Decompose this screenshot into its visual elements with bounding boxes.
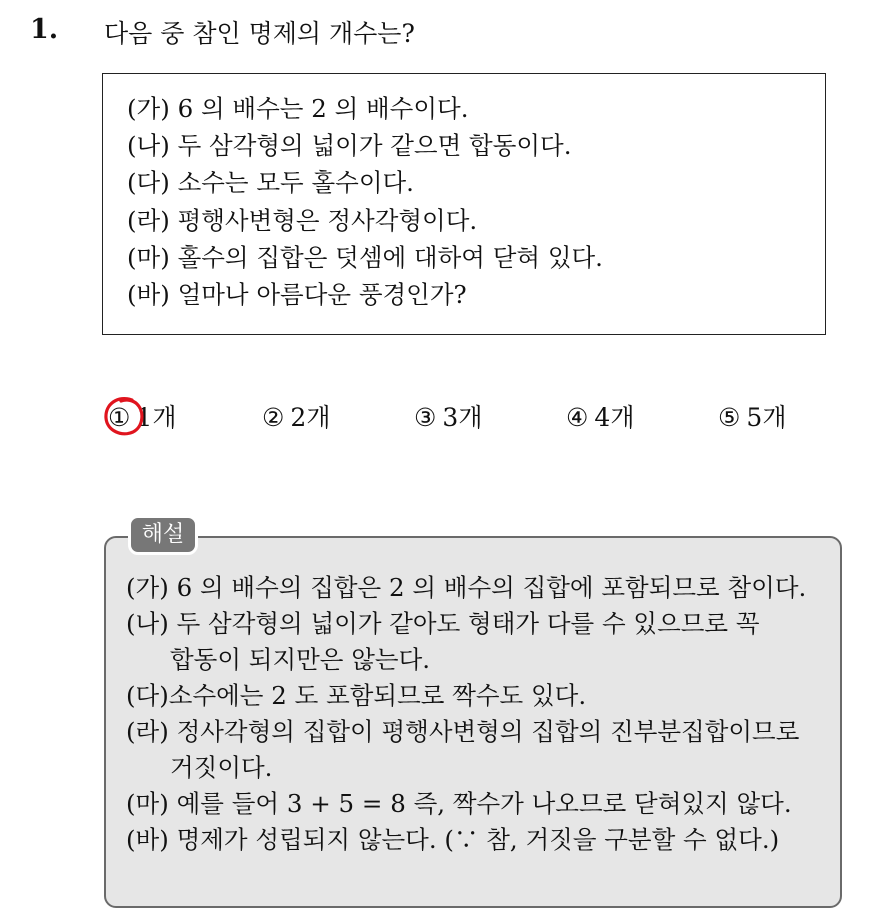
question-text: 다음 중 참인 명제의 개수는?: [104, 19, 415, 48]
choice-number: ④: [566, 403, 589, 432]
solution-line: (나) 두 삼각형의 넓이가 같아도 형태가 다를 수 있으므로 꼭: [126, 609, 760, 638]
choice-number: ②: [262, 403, 285, 432]
choice-label: 5개: [746, 403, 787, 432]
statement-item: (마) 홀수의 집합은 덧셈에 대하여 닫혀 있다.: [127, 242, 603, 272]
choice-label: 2개: [290, 403, 331, 432]
question-number: 1.: [30, 14, 59, 45]
choice-number: ①: [108, 403, 131, 432]
statement-item: (가) 6 의 배수는 2 의 배수이다.: [127, 94, 469, 123]
solution-line: (다)소수에는 2 도 포함되므로 짝수도 있다.: [126, 681, 587, 710]
solution-line: 거짓이다.: [170, 753, 273, 782]
solution-tab-label: 해설: [128, 515, 198, 555]
statements-box: [102, 73, 826, 335]
solution-line: (가) 6 의 배수의 집합은 2 의 배수의 집합에 포함되므로 참이다.: [126, 573, 807, 602]
solution-line: (마) 예를 들어 3 + 5 = 8 즉, 짝수가 나오므로 닫혀있지 않다.: [126, 789, 792, 818]
choice-2[interactable]: [262, 398, 330, 434]
statement-item: (바) 얼마나 아름다운 풍경인가?: [127, 280, 467, 310]
solution-line: 합동이 되지만은 않는다.: [170, 645, 431, 674]
choice-3[interactable]: [414, 398, 482, 434]
answer-choices: [0, 398, 884, 438]
solution-line: (바) 명제가 성립되지 않는다. (∵ 참, 거짓을 구분할 수 없다.): [126, 825, 780, 854]
choice-label: 3개: [442, 403, 483, 432]
choice-number: ③: [414, 403, 437, 432]
solution-body: [126, 570, 806, 858]
choice-label: 4개: [594, 403, 635, 432]
solution-line: (라) 정사각형의 집합이 평행사변형의 집합의 진부분집합이므로: [126, 717, 800, 746]
choice-label: 1개: [136, 403, 177, 432]
choice-4[interactable]: [566, 398, 634, 434]
statement-item: (나) 두 삼각형의 넓이가 같으면 합동이다.: [127, 131, 572, 161]
choice-1[interactable]: [108, 398, 176, 434]
statement-item: (라) 평행사변형은 정사각형이다.: [127, 205, 478, 235]
statement-item: (다) 소수는 모두 홀수이다.: [127, 168, 414, 198]
choice-number: ⑤: [718, 403, 741, 432]
choice-5[interactable]: [718, 398, 786, 434]
